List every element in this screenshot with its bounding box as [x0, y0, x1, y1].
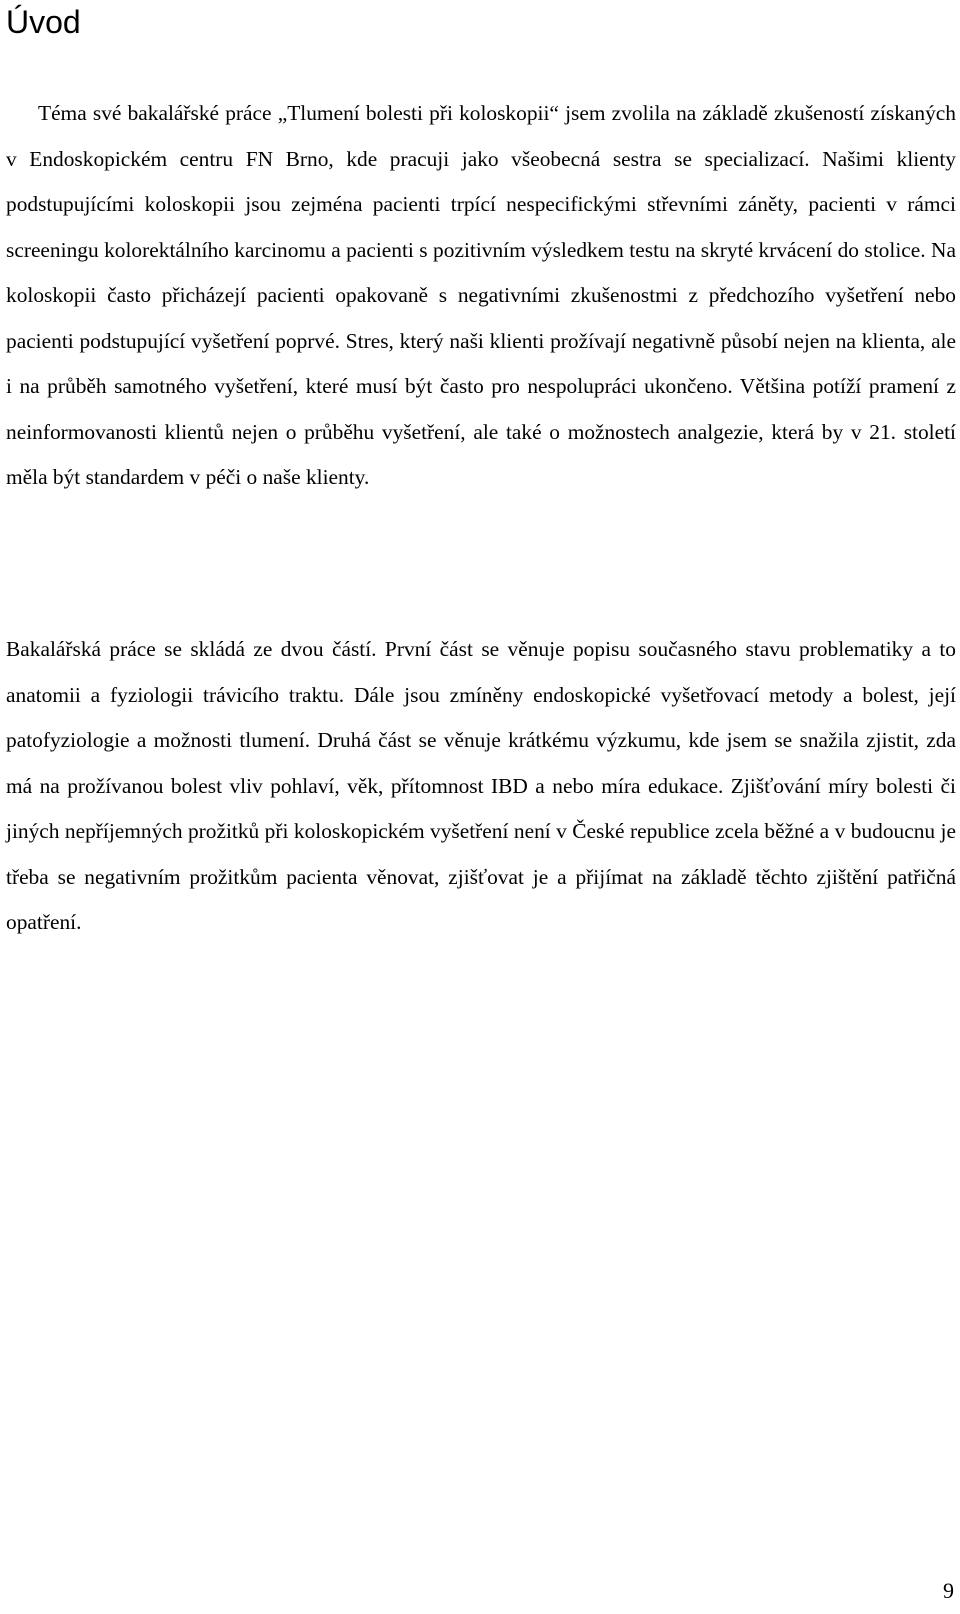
paragraph-intro: Téma své bakalářské práce „Tlumení bolesti při koloskopii“ jsem zvolila na základě zkušeností získaných v Endoskopickém centru FN Brno, kde pracuji jako všeobecná sestra se specializací. Našimi klienty podstupujícími koloskopii jsou zejména pacienti trpící nespecifickými střevními záněty, pacienti v rámci screeningu kolorektálního karcinomu a pacienti s pozitivním výsledkem testu na skryté krvácení do stolice. Na koloskopii často přicházejí pacienti opakovaně s negativními zkušenostmi z předchozího vyšetření nebo pacienti podstupující vyšetření poprvé. Stres, který naši klienti prožívají negativně působí nejen na klienta, ale i na průběh samotného vyšetření, které musí být často pro nespolupráci ukončeno. Většina potíží pramení z neinformovanosti klientů nejen o průběhu vyšetření, ale také o možnostech analgezie, která by v 21. století měla být standardem v péči o naše klienty. — [6, 101, 956, 489]
page-number: 9 — [943, 1578, 954, 1603]
paragraph-structure: Bakalářská práce se skládá ze dvou částí. První část se věnuje popisu současného stavu problematiky a to anatomii a fyziologii trávicího traktu. Dále jsou zmíněny endoskopické vyšetřovací metody a bolest, její patofyziologie a možnosti tlumení. Druhá část se věnuje krátkému výzkumu, kde jsem se snažila zjistit, zda má na prožívanou bolest vliv pohlaví, věk, přítomnost IBD a nebo míra edukace. Zjišťování míry bolesti či jiných nepříjemných prožitků při koloskopickém vyšetření není v České republice zcela běžné a v budoucnu je třeba se negativním prožitkům pacienta věnovat, zjišťovat je a přijímat na základě těchto zjištění patřičná opatření. — [6, 637, 956, 934]
page-title: Úvod — [6, 4, 81, 40]
